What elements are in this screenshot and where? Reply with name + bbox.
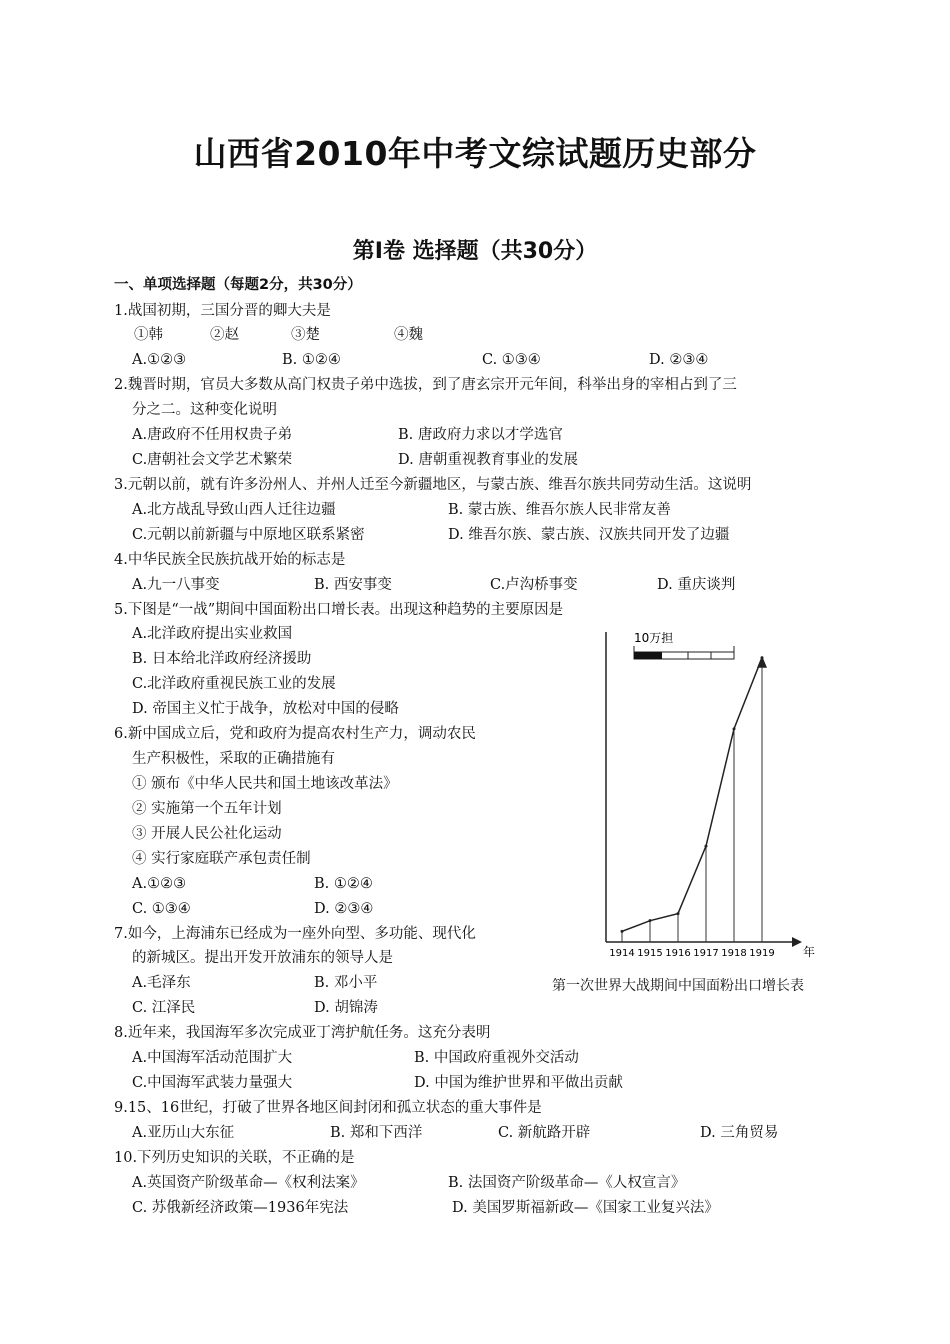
q6-stem-line2: 生产积极性，采取的正确措施有 bbox=[132, 751, 335, 767]
q1-option-b: B. ①②④ bbox=[282, 352, 341, 368]
x-tick-label: 1919 bbox=[749, 948, 775, 959]
series-line bbox=[622, 658, 762, 932]
q6-item-2: ② 实施第一个五年计划 bbox=[132, 801, 282, 817]
q9-option-b: B. 郑和下西洋 bbox=[330, 1125, 423, 1141]
q6-option-a: A.①②③ bbox=[132, 876, 187, 892]
q6-option-d: D. ②③④ bbox=[314, 901, 374, 917]
section-title: 第Ⅰ卷 选择题（共30分） bbox=[352, 239, 598, 264]
q3-option-d: D. 维吾尔族、蒙古族、汉族共同开发了边疆 bbox=[448, 527, 730, 543]
x-tick-label: 1918 bbox=[721, 948, 747, 959]
q7-stem-line2: 的新城区。提出开发开放浦东的领导人是 bbox=[132, 950, 393, 966]
q3-stem: 3.元朝以前，就有许多汾州人、并州人迁至今新疆地区，与蒙古族、维吾尔族共同劳动生活。这说明 bbox=[114, 477, 752, 493]
x-tick-label: 1917 bbox=[693, 948, 719, 959]
q10-option-d: D. 美国罗斯福新政—《国家工业复兴法》 bbox=[452, 1200, 719, 1216]
page-title: 山西省2010年中考文综试题历史部分 bbox=[193, 134, 757, 173]
q1-stem: 1.战国初期，三国分晋的卿大夫是 bbox=[114, 303, 331, 319]
q10-option-c: C. 苏俄新经济政策—1936年宪法 bbox=[132, 1200, 349, 1216]
q3-option-a: A.北方战乱导致山西人迁往边疆 bbox=[132, 502, 336, 518]
q7-stem-line1: 7.如今，上海浦东已经成为一座外向型、多功能、现代化 bbox=[114, 926, 476, 942]
q6-item-4: ④ 实行家庭联产承包责任制 bbox=[132, 851, 311, 867]
q1-item-3: ③楚 bbox=[291, 327, 320, 343]
x-axis-arrow bbox=[792, 937, 802, 947]
data-point-1917 bbox=[705, 845, 708, 848]
q10-option-b: B. 法国资产阶级革命—《人权宣言》 bbox=[448, 1175, 686, 1191]
q2-option-a: A.唐政府不任用权贵子弟 bbox=[132, 427, 293, 443]
data-point-1918 bbox=[733, 727, 736, 730]
q10-stem: 10.下列历史知识的关联，不正确的是 bbox=[114, 1150, 355, 1166]
q5-option-b: B. 日本给北洋政府经济援助 bbox=[132, 651, 312, 667]
q7-option-b: B. 邓小平 bbox=[314, 975, 378, 991]
q2-option-d: D. 唐朝重视教育事业的发展 bbox=[398, 452, 578, 468]
q4-stem: 4.中华民族全民族抗战开始的标志是 bbox=[114, 552, 346, 568]
q2-stem-line2: 分之二。这种变化说明 bbox=[132, 402, 277, 418]
q1-option-a: A.①②③ bbox=[132, 352, 187, 368]
q3-option-c: C.元朝以前新疆与中原地区联系紧密 bbox=[132, 527, 365, 543]
q5-option-c: C.北洋政府重视民族工业的发展 bbox=[132, 676, 336, 692]
q1-option-c: C. ①③④ bbox=[482, 352, 541, 368]
q6-option-c: C. ①③④ bbox=[132, 901, 191, 917]
q2-option-b: B. 唐政府力求以才学选官 bbox=[398, 427, 563, 443]
data-point-1915 bbox=[649, 919, 652, 922]
flour-export-chart bbox=[548, 612, 868, 1002]
q9-stem: 9.15、16世纪，打破了世界各地区间封闭和孤立状态的重大事件是 bbox=[114, 1100, 542, 1116]
q1-option-d: D. ②③④ bbox=[649, 352, 709, 368]
q5-option-d: D. 帝国主义忙于战争，放松对中国的侵略 bbox=[132, 701, 399, 717]
q9-option-c: C. 新航路开辟 bbox=[498, 1125, 591, 1141]
data-point-1914 bbox=[621, 930, 624, 933]
q9-option-d: D. 三角贸易 bbox=[700, 1125, 779, 1141]
q5-stem: 5.下图是“一战”期间中国面粉出口增长表。出现这种趋势的主要原因是 bbox=[114, 602, 564, 618]
q4-option-a: A.九一八事变 bbox=[132, 577, 220, 593]
chart-axes bbox=[606, 630, 815, 959]
series-arrowhead bbox=[757, 656, 767, 668]
q6-item-1: ① 颁布《中华人民共和国土地该改革法》 bbox=[132, 776, 398, 792]
q6-item-3: ③ 开展人民公社化运动 bbox=[132, 826, 282, 842]
chart-marks bbox=[609, 656, 774, 959]
x-tick-label: 1914 bbox=[609, 948, 635, 959]
q2-stem-line1: 2.魏晋时期，官员大多数从高门权贵子弟中选拔，到了唐玄宗开元年间，科举出身的宰相占到了三 bbox=[114, 377, 737, 393]
scale-bar-fill bbox=[634, 652, 662, 659]
q1-item-4: ④魏 bbox=[394, 327, 423, 343]
x-tick-label: 1915 bbox=[637, 948, 663, 959]
x-tick-label: 1916 bbox=[665, 948, 691, 959]
q4-option-c: C.卢沟桥事变 bbox=[490, 577, 578, 593]
x-axis-label: 年 bbox=[803, 945, 816, 959]
q2-option-c: C.唐朝社会文学艺术繁荣 bbox=[132, 452, 293, 468]
chart-caption: 第一次世界大战期间中国面粉出口增长表 bbox=[552, 978, 804, 994]
q8-option-b: B. 中国政府重视外交活动 bbox=[414, 1050, 579, 1066]
q6-stem-line1: 6.新中国成立后，党和政府为提高农村生产力，调动农民 bbox=[114, 726, 476, 742]
q9-option-a: A.亚历山大东征 bbox=[132, 1125, 235, 1141]
q3-option-b: B. 蒙古族、维吾尔族人民非常友善 bbox=[448, 502, 671, 518]
q7-option-a: A.毛泽东 bbox=[132, 975, 191, 991]
q1-item-1: ①韩 bbox=[134, 327, 163, 343]
q10-option-a: A.英国资产阶级革命—《权利法案》 bbox=[132, 1175, 365, 1191]
scale-label: 10万担 bbox=[634, 631, 674, 645]
q1-item-2: ②赵 bbox=[210, 327, 239, 343]
q4-option-d: D. 重庆谈判 bbox=[657, 577, 736, 593]
data-point-1916 bbox=[677, 912, 680, 915]
q8-option-a: A.中国海军活动范围扩大 bbox=[132, 1050, 293, 1066]
q8-stem: 8.近年来，我国海军多次完成亚丁湾护航任务。这充分表明 bbox=[114, 1025, 491, 1041]
q6-option-b: B. ①②④ bbox=[314, 876, 373, 892]
q7-option-c: C. 江泽民 bbox=[132, 1000, 196, 1016]
q5-option-a: A.北洋政府提出实业救国 bbox=[132, 626, 293, 642]
q4-option-b: B. 西安事变 bbox=[314, 577, 392, 593]
q8-option-c: C.中国海军武装力量强大 bbox=[132, 1075, 293, 1091]
q8-option-d: D. 中国为维护世界和平做出贡献 bbox=[414, 1075, 623, 1091]
q7-option-d: D. 胡锦涛 bbox=[314, 1000, 378, 1016]
part-heading: 一、单项选择题（每题2分，共30分） bbox=[114, 277, 362, 293]
